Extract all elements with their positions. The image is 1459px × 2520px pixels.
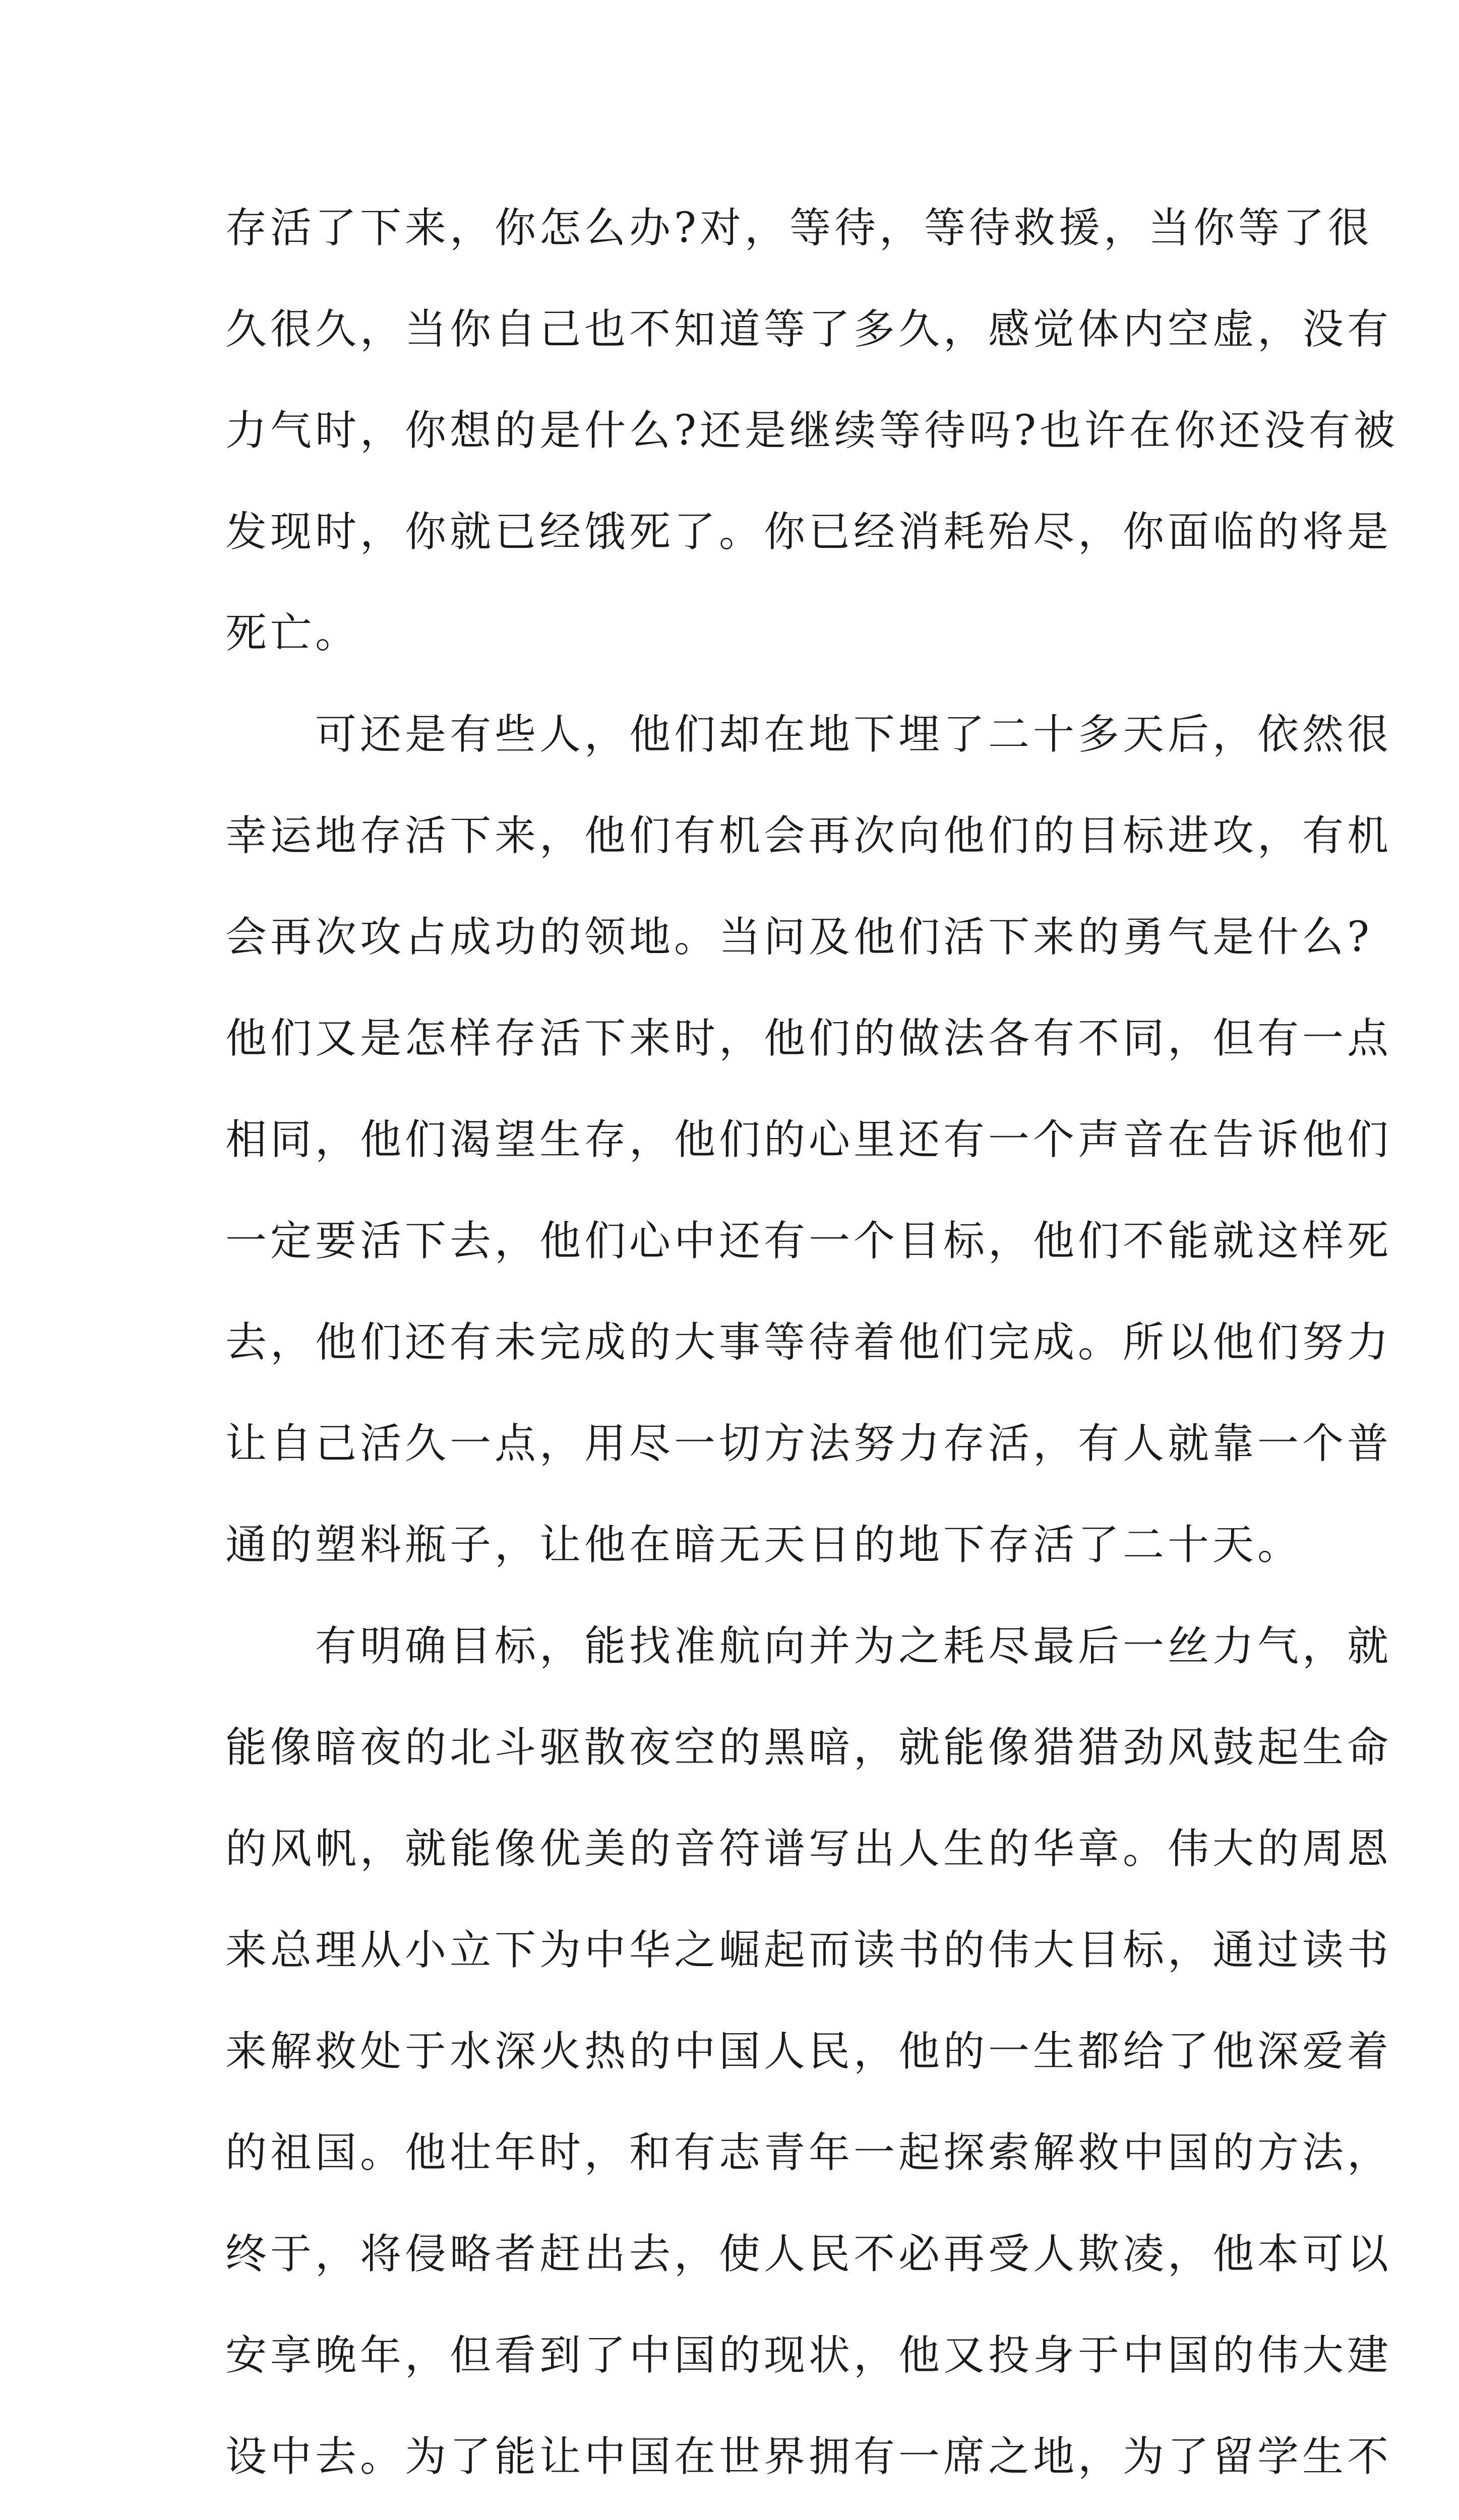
text-line: 来解救处于水深火热的中国人民，他的一生都给了他深爱着 [225, 2028, 1392, 2075]
body-text [225, 177, 1399, 2520]
text-line: 一定要活下去，他们心中还有一个目标，他们不能就这样死 [225, 1217, 1392, 1265]
text-line: 可还是有些人，他们却在地下埋了二十多天后，依然很 [225, 711, 1392, 759]
text-line: 死亡。 [225, 609, 360, 657]
text-line: 久很久，当你自己也不知道等了多久，感觉体内空虚，没有 [225, 305, 1392, 353]
text-line: 安享晚年，但看到了中国的现状，他又投身于中国的伟大建 [225, 2332, 1392, 2379]
text-line: 能像暗夜的北斗驱散夜空的黑暗，就能像猎猎劲风鼓起生命 [225, 1724, 1392, 1772]
text-line: 终于，将侵略者赶出去，使人民不必再受人欺凌，他本可以 [225, 2230, 1392, 2278]
text-line: 存活了下来，你怎么办?对，等待，等待救援，当你等了很 [225, 204, 1373, 252]
text-line [225, 2507, 1244, 2520]
text-line: 力气时，你想的是什么?还是继续等待吗?也许在你还没有被 [225, 407, 1399, 455]
text-line: 会再次攻占成功的领地。当问及他们活下来的勇气是什么? [225, 913, 1373, 961]
text-line: 相同，他们渴望生存，他们的心里还有一个声音在告诉他们 [225, 1116, 1392, 1164]
text-line: 的祖国。他壮年时，和有志青年一起探索解救中国的方法， [225, 2129, 1392, 2177]
text-line: 幸运地存活下来，他们有机会再次向他们的目标进攻，有机 [225, 812, 1392, 860]
text-line: 来总理从小立下为中华之崛起而读书的伟大目标，通过读书 [225, 1926, 1392, 1974]
text-line: 的风帆，就能像优美的音符谱写出人生的华章。伟大的周恩 [225, 1825, 1392, 1873]
text-line: 有明确目标，能找准航向并为之耗尽最后一丝力气，就 [225, 1622, 1392, 1670]
text-line: 他们又是怎样存活下来时，他们的做法各有不同，但有一点 [225, 1015, 1392, 1062]
text-line: 让自己活久一点，用尽一切方法努力存活，有人就靠一个普 [225, 1420, 1392, 1468]
text-line: 设中去。为了能让中国在世界拥有一席之地，为了留学生不 [225, 2433, 1392, 2481]
text-line: 去，他们还有未完成的大事等待着他们完成。所以他们努力 [225, 1318, 1392, 1366]
text-line: 发现时，你就已经饿死了。你已经消耗殆尽，你面临的将是 [225, 508, 1392, 556]
text-line: 通的塑料瓶子，让他在暗无天日的地下存活了二十天。 [225, 1521, 1303, 1569]
